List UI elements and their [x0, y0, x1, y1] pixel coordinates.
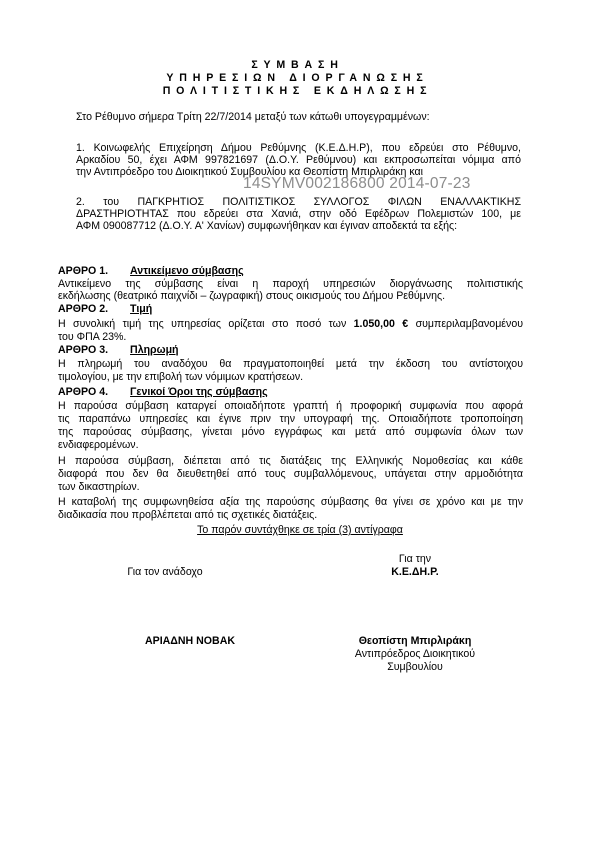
article3-heading — [58, 344, 179, 356]
article4-p2-line1: Η παρούσα σύμβαση, διέπεται από τις διατάξεις της Ελληνικής Νομοθεσίας και κάθε — [58, 455, 523, 467]
contracting-authority-org: Κ.Ε.ΔΗ.Ρ. — [391, 566, 439, 578]
article4-p1-line4: ενδιαφερομένων. — [58, 439, 139, 451]
article2-heading — [58, 303, 152, 315]
party2-line3: ΑΦΜ 090087712 (Δ.Ο.Υ. Α' Χανίων) συμφωνήθηκαν και έγιναν αποδεκτά τα εξής: — [76, 220, 458, 232]
article2-number: ΑΡΘΡΟ 2. — [58, 303, 109, 315]
article4-p3-line2: διαδικασία που προβλέπεται από τις σχετικές διατάξεις. — [58, 509, 318, 521]
article3-line1: Η πληρωμή του αναδόχου θα πραγματοποιηθεί μετά την έκδοση του αντίστοιχου — [58, 358, 523, 370]
contractor-signatory-name: ΑΡΙΑΔΝΗ ΝΟΒΑΚ — [144, 635, 235, 647]
article2-title: Τιμή — [130, 303, 153, 315]
article4-p3-line1: Η καταβολή της συμφωνηθείσα αξία της παρούσης σύμβασης θα γίνει σε χρόνο και με την — [58, 496, 523, 508]
article1-number: ΑΡΘΡΟ 1. — [58, 265, 109, 277]
article4-heading — [58, 386, 268, 398]
article1-heading — [58, 265, 244, 277]
party2-line1: 2. του ΠΑΓΚΡΗΤΙΟΣ ΠΟΛΙΤΙΣΤΙΚΟΣ ΣΥΛΛΟΓΟΣ ΦΙΛΩΝ ΕΝΑΛΛΑΚΤΙΚΗΣ — [76, 196, 521, 208]
intro-text: Στο Ρέθυμνο σήμερα Τρίτη 22/7/2014 μεταξύ των κάτωθι υπογεγραμμένων: — [76, 111, 430, 123]
article2-text-post: συμπεριλαμβανομένου — [408, 318, 524, 330]
authority-signatory-role-line2: Συμβουλίου — [387, 661, 443, 673]
article4-p2-line2: διαφορά που δεν θα διευθετηθεί από τους συμβαλλόμενους, υπάγεται στην αρμοδιότητα — [58, 468, 523, 480]
article3-title: Πληρωμή — [130, 344, 179, 356]
registry-stamp: 14SYMV002186800 2014-07-23 — [243, 175, 471, 192]
article2-text-pre: Η συνολική τιμή της υπηρεσίας ορίζεται στο ποσό των — [58, 318, 354, 330]
article1-line1: Αντικείμενο της σύμβασης είναι η παροχή υπηρεσιών διοργάνωσης πολιτιστικής — [58, 278, 523, 290]
doc-title-line1: ΣΥΜΒΑΣΗ — [251, 59, 344, 71]
article1-line2: εκδήλωσης (θεατρικό παιχνίδι – ζωγραφική) στους οικισμούς του Δήμου Ρεθύμνης. — [58, 290, 446, 302]
article2-line1 — [58, 318, 523, 330]
contracting-authority-label: Για την — [398, 553, 432, 565]
article4-p1-line1: Η παρούσα σύμβαση καταργεί οποιαδήποτε γραπτή ή προφορική συμφωνία που αφορά — [58, 400, 523, 412]
article4-title: Γενικοί Όροι της σύμβασης — [130, 386, 268, 398]
article4-p1-line3: της παρούσας σύμβασης, γίνεται μόνο εγγράφως και μετά από συμφωνία όλων των — [58, 426, 523, 438]
contract-amount: 1.050,00 € — [353, 318, 409, 330]
authority-signatory-name: Θεοπίστη Μπιρλιράκη — [358, 635, 472, 647]
article1-title: Αντικείμενο σύμβασης — [130, 265, 244, 277]
authority-signatory-role-line1: Αντιπρόεδρος Διοικητικού — [354, 648, 476, 660]
party1-line1: 1. Κοινωφελής Επιχείρηση Δήμου Ρεθύμνης (Κ.Ε.Δ.Η.Ρ), που εδρεύει στο Ρέθυμνο, — [76, 142, 521, 154]
party2-line2: ΔΡΑΣΤΗΡΙΟΤΗΤΑΣ που εδρεύει στα Χανιά, στην οδό Εφέδρων Πολεμιστών 100, με — [76, 208, 521, 220]
article4-p1-line2: τις παραπάνω υπηρεσίες και έγινε πριν την υπογραφή της. Οποιαδήποτε τροποποίηση — [58, 413, 523, 425]
article3-line2: τιμολογίου, με την επιβολή των νόμιμων κρατήσεων. — [58, 371, 304, 383]
party1-line2: Αρκαδίου 50, έχει ΑΦΜ 997821697 (Δ.Ο.Υ. Ρεθύμνου) και εκπροσωπείται νόμιμα από — [76, 154, 521, 166]
doc-title-line2: ΥΠΗΡΕΣΙΩΝ ΔΙΟΡΓΑΝΩΣΗΣ — [166, 72, 429, 84]
copies-note: Το παρόν συντάχθηκε σε τρία (3) αντίγραφα — [197, 524, 403, 536]
contractor-label: Για τον ανάδοχο — [127, 566, 203, 578]
article4-number: ΑΡΘΡΟ 4. — [58, 386, 109, 398]
party1-line3: την Αντιπρόεδρο του Διοικητικού Συμβουλίου κα Θεοπίστη Μπιρλιράκη και — [76, 166, 423, 178]
doc-title-line3: ΠΟΛΙΤΙΣΤΙΚΗΣ ΕΚΔΗΛΩΣΗΣ — [162, 85, 433, 97]
article4-p2-line3: των δικαστηρίων. — [58, 481, 140, 493]
article3-number: ΑΡΘΡΟ 3. — [58, 344, 109, 356]
article2-line2: του ΦΠΑ 23%. — [58, 331, 127, 343]
